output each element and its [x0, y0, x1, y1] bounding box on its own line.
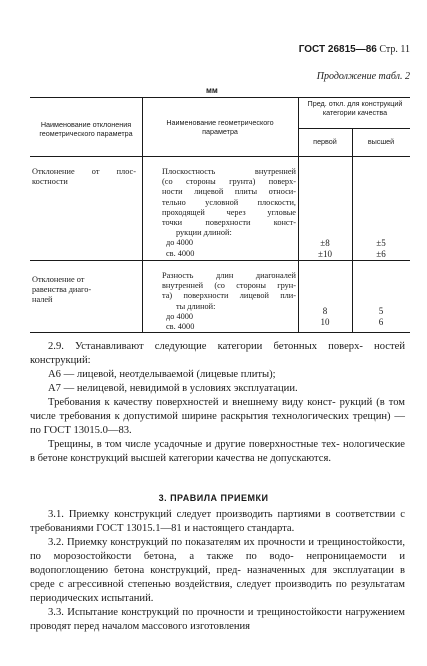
surface-requirements: Требования к качеству поверхностей и внешнему виду конст- рукций (в том числе требования к допустимой ширине раскрытия технологических трещин) — по ГОСТ 13015.0—83. [30, 397, 405, 436]
row1-highest-values: ±5 ±6 [376, 238, 386, 259]
category-a6: А6 — лицевой, неотделываемой (лицевые плиты); [48, 369, 276, 380]
page-number: Стр. 11 [379, 44, 410, 55]
row2-parameter: Разность длин диагоналей внутренней (со стороны грун- та) поверхности лицевой пли- ты длиной: до 4000 св. 4000 [162, 271, 296, 332]
page-header [299, 44, 410, 55]
standard-number: ГОСТ 26815—86 [298, 44, 377, 55]
clause-3-1: 3.1. Приемку конструкций следует производить партиями в соответствии с требованиями ГОСТ 13015.1—81 и настоящего стандарта. [30, 509, 405, 534]
row2-deviation: Отклонение от равенства диаго- налей [32, 275, 92, 305]
row1-parameter: Плоскостность внутренней (со стороны грунта) поверх- ности лицевой плиты относи- тельно условной плоскости, проходящей через угловые точки поверхности конст- рукции длиной: до 4000 св. 4000 [162, 167, 296, 258]
col-highest-category-header: высшей [367, 137, 395, 146]
col-deviation-header: Наименование отклонения геометрического параметра [39, 120, 133, 138]
col-first-category-header: первой [313, 137, 337, 146]
cracks-paragraph: Трещины, в том числе усадочные и другие поверхностные тех- нологические в бетоне конструкций высшей категории качества не допускаются. [30, 439, 405, 464]
row1-deviation: Отклонение от плос- костности [32, 167, 136, 187]
clause-2-9-block [30, 340, 405, 466]
col-parameter-header: Наименование геометрического параметра [166, 118, 274, 136]
row1-first-values: ±8 ±10 [318, 238, 332, 259]
section-3-block [30, 508, 405, 634]
clause-3-3: 3.3. Испытание конструкций по прочности и трещиностойкости нагружением проводят перед началом массового изготовления [30, 607, 405, 632]
col-tolerance-header: Пред. откл. для конструкций категории качества [307, 99, 403, 117]
table-unit: мм [206, 86, 218, 95]
category-a7: А7 — нелицевой, невидимой в условиях эксплуатации. [48, 383, 298, 394]
table-continuation-label: Продолжение табл. 2 [316, 71, 410, 82]
row2-highest-values: 5 6 [378, 306, 384, 327]
clause-3-2: 3.2. Приемку конструкций по показателям их прочности и трещиностойкости, по морозостойкости бетона, а также по водо- непроницаемости и водопоглощению бетона конструкций, пред- назначенных для эксплуатации в среде с агрессивной степенью воздействия, следует производить по результатам периодических испытаний. [30, 537, 405, 604]
section-heading: 3. ПРАВИЛА ПРИЕМКИ [158, 493, 269, 503]
row2-first-values: 8 10 [320, 306, 330, 327]
clause-2-9: 2.9. Устанавливают следующие категории бетонных поверх- ностей конструкций: [30, 341, 405, 366]
